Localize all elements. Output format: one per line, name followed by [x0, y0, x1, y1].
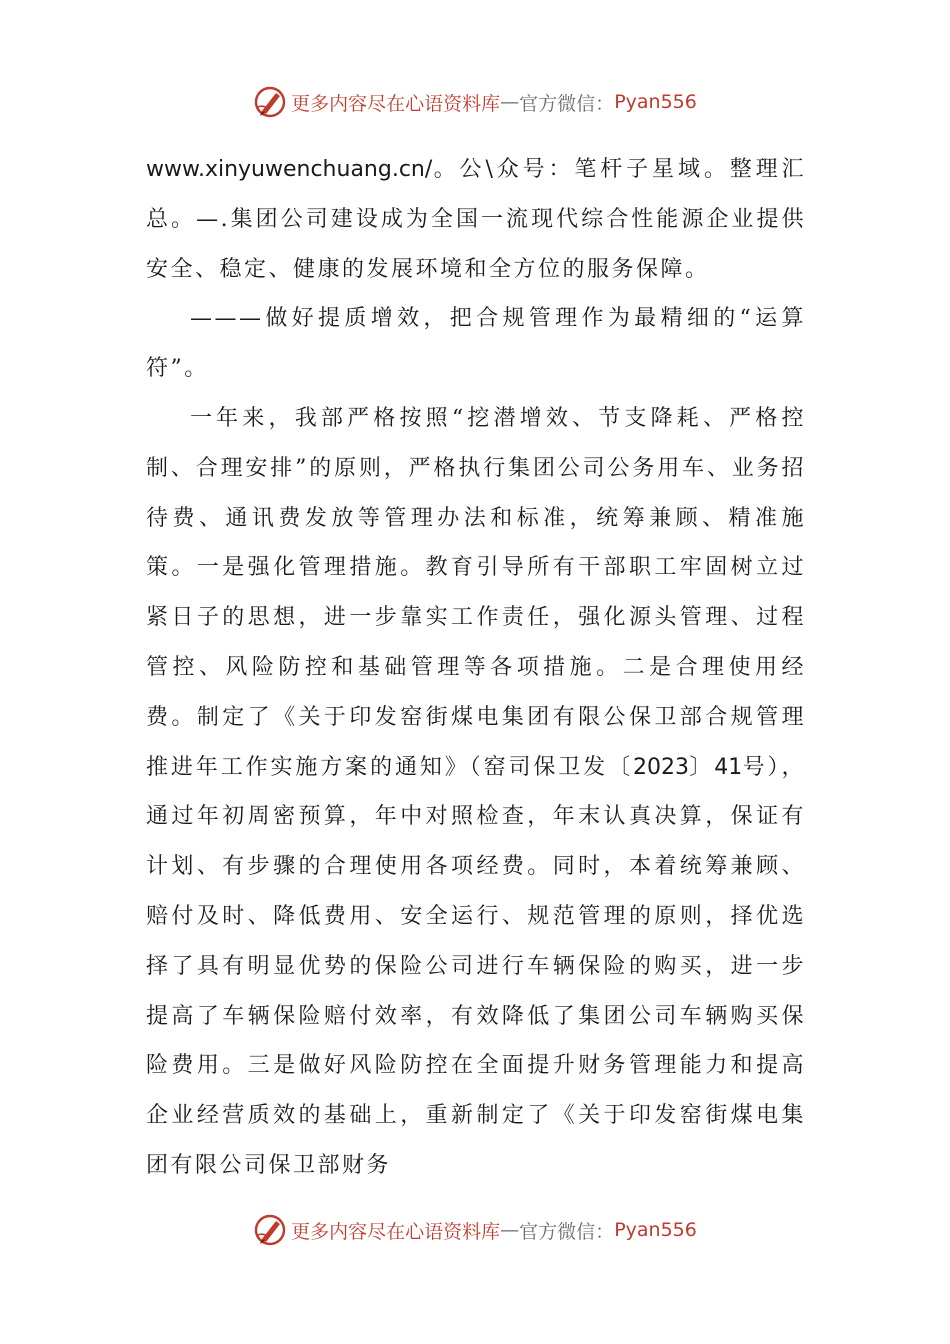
paragraph-1-text: 。公\众号：笔杆子星域。整理汇总。—.集团公司建设成为全国一流现代综合性能源企业提供安全、稳定、健康的发展环境和全方位的服务保障。 — [146, 157, 806, 282]
banner-site-text: 更多内容尽在心语资料库 — [291, 92, 501, 115]
paragraph-2: ———做好提质增效，把合规管理作为最精细的“运算符”。 — [146, 306, 806, 382]
pen-circle-logo-icon — [253, 1213, 287, 1247]
footer-banner — [0, 1210, 950, 1250]
banner-dash: — — [500, 1219, 520, 1241]
banner-wechat-id: Pyan556 — [614, 91, 697, 113]
banner-site-text: 更多内容尽在心语资料库 — [291, 1220, 501, 1243]
paragraph-3-text-a: 一年来，我部严格按照“挖潜增效、节支降耗、严格控制、合理安排”的原则，严格执行集团公司公务用车、业务招待费、通讯费发放等管理办法和标准，统筹兼顾、精准施策。一是强化管理措施。教育引导所有干部职工牢固树立过紧日子的思想，进一步靠实工作责任，强化源头管理、过程管控、风险防控和基础管理等各项措施。二是合理使用经费。制定了《关于印发窑街煤电集团有限公保卫部合规管理推进年工作实施方案的通知》（窑司保卫发〔 — [146, 405, 806, 780]
website-url: www.xinyuwenchuang.cn/ — [146, 157, 433, 182]
document-number: 41 — [714, 754, 743, 780]
paragraph-3 — [146, 394, 806, 1191]
paragraph-1 — [146, 145, 806, 294]
banner-wechat-id: Pyan556 — [614, 1219, 697, 1241]
document-body — [146, 145, 806, 1191]
banner-wechat-label: 官方微信： — [519, 1220, 615, 1243]
document-year: 2023 — [632, 754, 689, 780]
paragraph-3-text-b: 〕 — [688, 754, 715, 780]
pen-circle-logo-icon — [253, 85, 287, 119]
banner-dash: — — [500, 91, 520, 113]
header-banner — [0, 82, 950, 122]
paragraph-3-text-c: 号），通过年初周密预算，年中对照检查，年末认真决算，保证有计划、有步骤的合理使用各项经费。同时，本着统筹兼顾、赔付及时、降低费用、安全运行、规范管理的原则，择优选择了具有明显优势的保险公司进行车辆保险的购买，进一步提高了车辆保险赔付效率，有效降低了集团公司车辆购买保险费用。三是做好风险防控在全面提升财务管理能力和提高企业经营质效的基础上，重新制定了《关于印发窑街煤电集团有限公司保卫部财务 — [146, 754, 806, 1178]
banner-wechat-label: 官方微信： — [519, 92, 615, 115]
